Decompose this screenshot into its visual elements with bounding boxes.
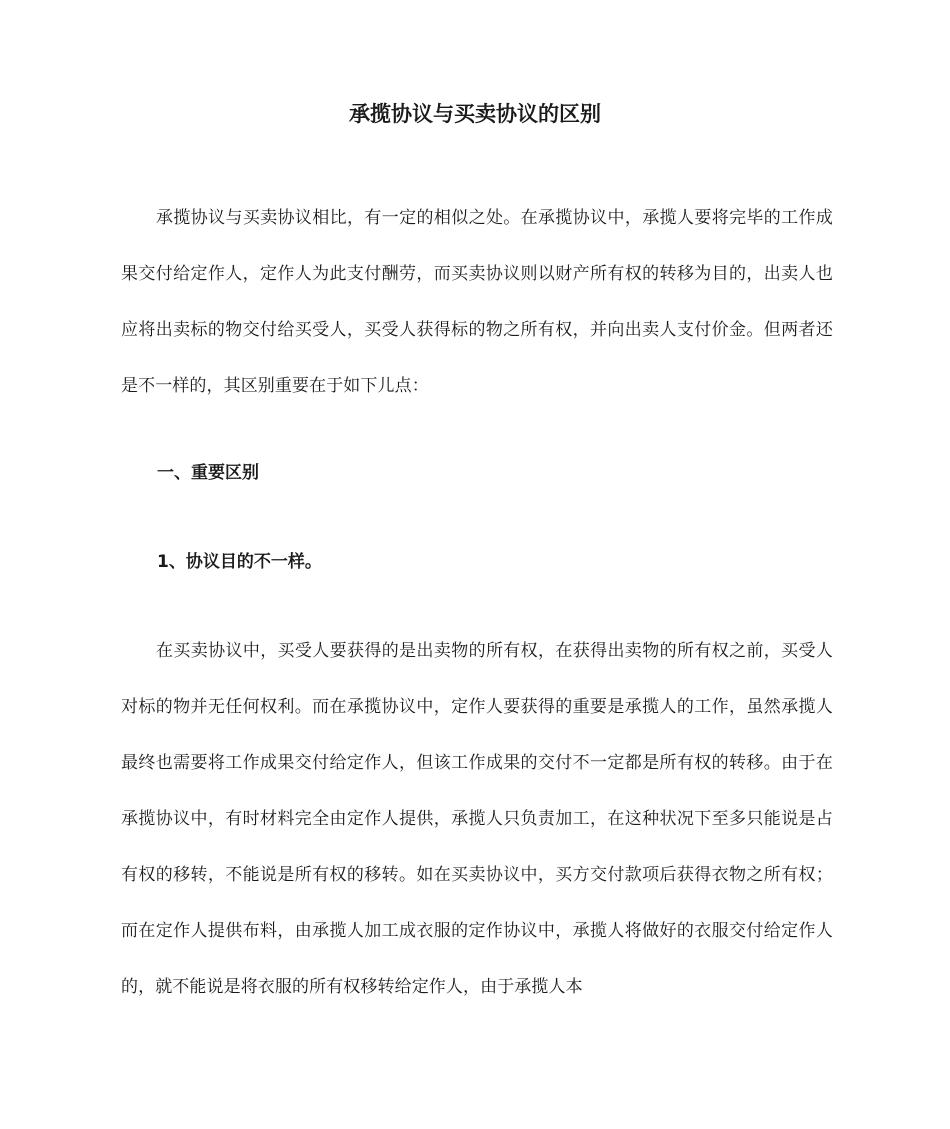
body-paragraph: 在买卖协议中，买受人要获得的是出卖物的所有权，在获得出卖物的所有权之前，买受人对标的物并无任何权利。而在承揽协议中，定作人要获得的重要是承揽人的工作，虽然承揽人最终也需要将工作成果交付给定作人，但该工作成果的交付不一定都是所有权的转移。由于在承揽协议中，有时材料完全由定作人提供，承揽人只负责加工，在这种状况下至多只能说是占有权的移转，不能说是所有权的移转。如在买卖协议中，买方交付款项后获得衣物之所有权；而在定作人提供布料，由承揽人加工成衣服的定作协议中，承揽人将做好的衣服交付给定作人的，就不能说是将衣服的所有权移转给定作人，由于承揽人本: [121, 641, 833, 997]
intro-paragraph: 承揽协议与买卖协议相比，有一定的相似之处。在承揽协议中，承揽人要将完毕的工作成果交付给定作人，定作人为此支付酬劳，而买卖协议则以财产所有权的转移为目的，出卖人也应将出卖标的物交付给买受人，买受人获得标的物之所有权，并向出卖人支付价金。但两者还是不一样的，其区别重要在于如下儿点：: [121, 208, 833, 396]
subsection-heading: 1、协议目的不一样。: [157, 552, 322, 572]
document-title: 承揽协议与买卖协议的区别: [349, 102, 601, 126]
section-heading: 一、重要区别: [157, 463, 259, 483]
